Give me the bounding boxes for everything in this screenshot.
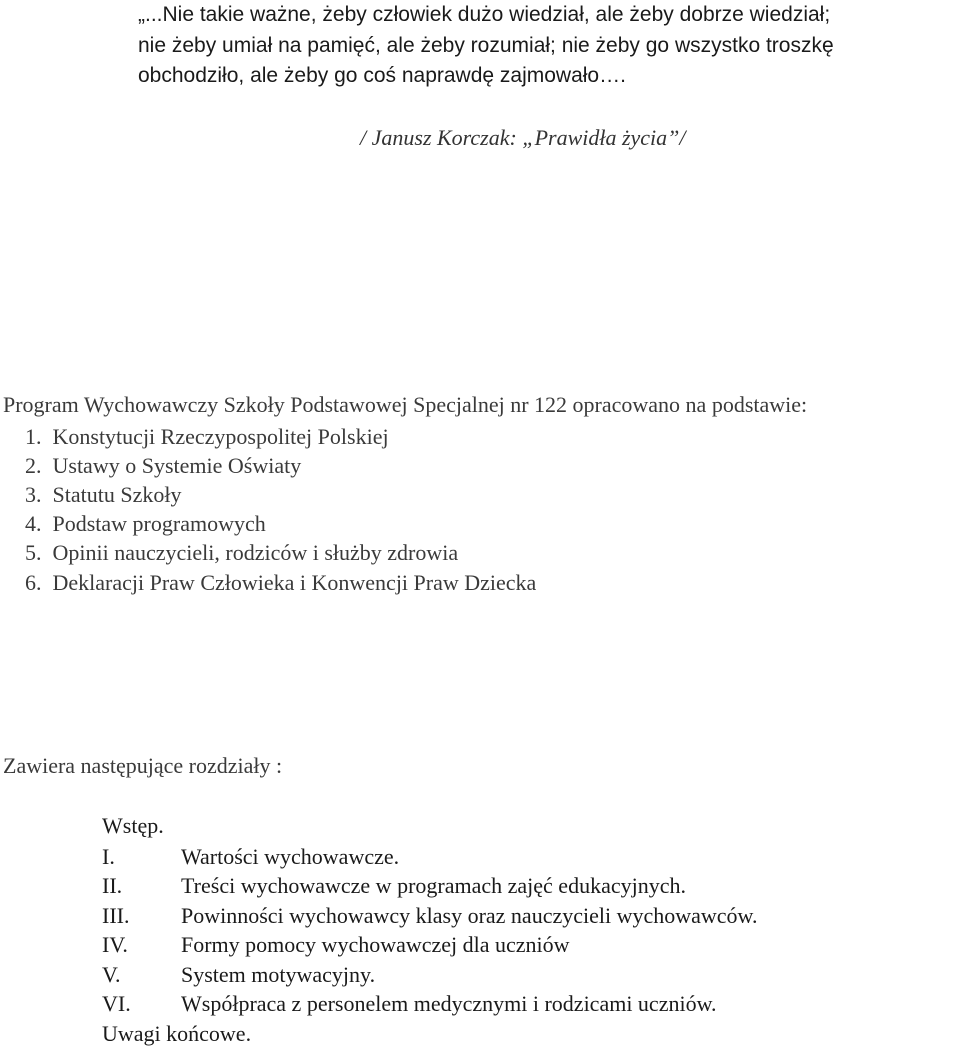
list-item-text: Konstytucji Rzeczypospolitej Polskiej <box>52 424 389 449</box>
list-item-text: Opinii nauczycieli, rodziców i służby zdrowia <box>52 540 459 565</box>
quote-line-3: obchodziło, ale żeby go coś naprawdę zajmowało…. <box>138 64 626 87</box>
list-item-text: Formy pomocy wychowawczej dla uczniów <box>181 932 570 957</box>
list-item-number: 6. <box>25 570 47 595</box>
list-item <box>25 482 181 508</box>
quote-attribution: / Janusz Korczak: „Prawidła życia”/ <box>360 125 686 150</box>
list-item <box>25 540 458 566</box>
quote-line-1: „...Nie takie ważne, żeby człowiek dużo wiedział, ale żeby dobrze wiedział; <box>138 3 831 26</box>
list-item-number: 4. <box>25 511 47 536</box>
list-item-number: 3. <box>25 482 47 507</box>
list-item-text: Wartości wychowawcze. <box>181 844 400 869</box>
list-item-text: Powinności wychowawcy klasy oraz nauczycieli wychowawców. <box>181 903 758 928</box>
list-item <box>25 511 266 537</box>
list-item <box>25 453 301 479</box>
quote-line-2: nie żeby umiał na pamięć, ale żeby rozumiał; nie żeby go wszystko troszkę <box>138 34 834 57</box>
list-item-number: 1. <box>25 424 47 449</box>
list-item-text: System motywacyjny. <box>181 962 376 987</box>
list-item-number: VI. <box>102 991 131 1016</box>
list-item-number: III. <box>102 903 130 928</box>
chapter-closing: Uwagi końcowe. <box>102 1021 252 1046</box>
list-item-number: IV. <box>102 932 128 957</box>
list-item-text: Statutu Szkoły <box>52 482 182 507</box>
list-item-number: II. <box>102 873 123 898</box>
list-item-text: Ustawy o Systemie Oświaty <box>52 453 302 478</box>
list-item-text: Podstaw programowych <box>52 511 266 536</box>
list-item-number: V. <box>102 962 121 987</box>
list-item-text: Treści wychowawcze w programach zajęć edukacyjnych. <box>181 873 686 898</box>
chapter-intro: Wstęp. <box>102 813 164 838</box>
list-item-number: 5. <box>25 540 47 565</box>
list-item-text: Współpraca z personelem medycznymi i rodzicami uczniów. <box>181 991 717 1016</box>
list-item-number: 2. <box>25 453 47 478</box>
list-item <box>25 424 389 450</box>
chapters-heading: Zawiera następujące rozdziały : <box>3 753 283 778</box>
program-intro: Program Wychowawczy Szkoły Podstawowej Specjalnej nr 122 opracowano na podstawie: <box>3 392 808 417</box>
list-item-text: Deklaracji Praw Człowieka i Konwencji Praw Dziecka <box>52 570 537 595</box>
list-item <box>25 570 536 596</box>
list-item-number: I. <box>102 844 115 869</box>
